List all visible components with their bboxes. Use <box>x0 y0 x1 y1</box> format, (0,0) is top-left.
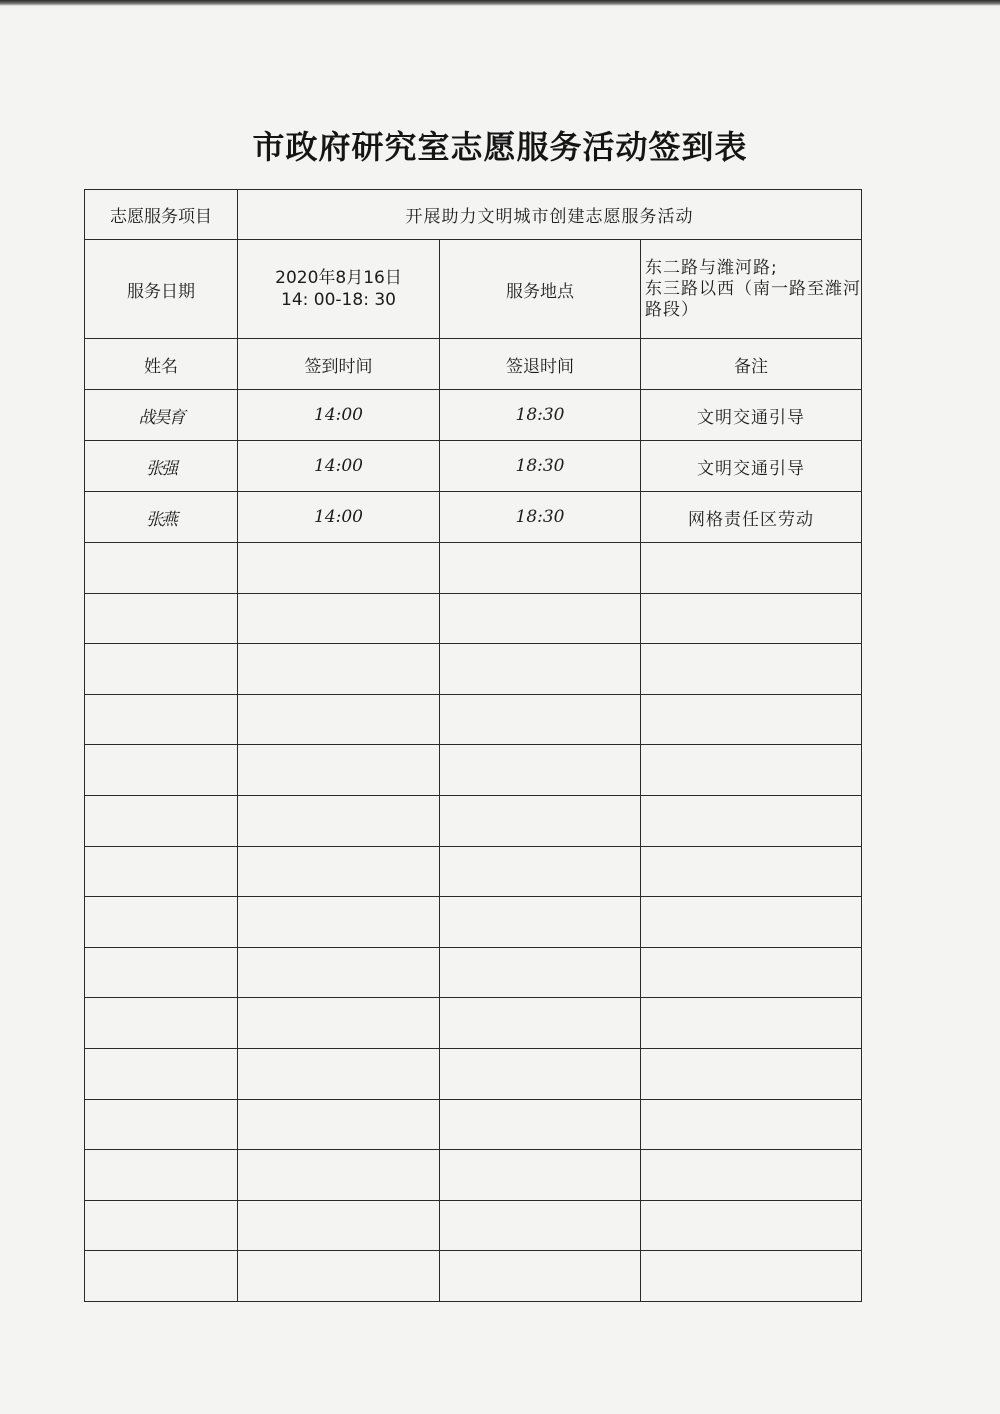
empty-checkin-cell <box>238 1200 440 1251</box>
signature-name: 张燕 <box>85 492 238 543</box>
project-value: 开展助力文明城市创建志愿服务活动 <box>238 190 862 240</box>
checkout-time: 18:30 <box>440 390 641 441</box>
signin-table <box>84 189 862 1302</box>
empty-checkout-cell <box>440 593 641 644</box>
service-date-value <box>238 240 440 339</box>
signature-name: 张强 <box>85 441 238 492</box>
checkout-time: 18:30 <box>440 492 641 543</box>
empty-note-cell <box>641 745 862 796</box>
empty-checkin-cell <box>238 998 440 1049</box>
location-line: 东三路以西（南一路至潍河 <box>645 278 861 299</box>
service-date-line: 2020年8月16日 <box>275 268 402 288</box>
empty-checkin-cell <box>238 593 440 644</box>
service-date-label: 服务日期 <box>85 240 238 339</box>
empty-row <box>85 1251 862 1302</box>
empty-name-cell <box>85 694 238 745</box>
empty-checkout-cell <box>440 998 641 1049</box>
empty-checkin-cell <box>238 1251 440 1302</box>
empty-checkout-cell <box>440 846 641 897</box>
page-title: 市政府研究室志愿服务活动签到表 <box>252 128 748 166</box>
signature-name: 战昊育 <box>85 390 238 441</box>
empty-note-cell <box>641 694 862 745</box>
empty-checkout-cell <box>440 644 641 695</box>
empty-row <box>85 745 862 796</box>
column-header-name: 姓名 <box>85 339 238 390</box>
empty-checkin-cell <box>238 694 440 745</box>
empty-row <box>85 795 862 846</box>
empty-row <box>85 644 862 695</box>
location-line: 路段） <box>645 299 699 320</box>
empty-name-cell <box>85 1150 238 1201</box>
empty-note-cell <box>641 1251 862 1302</box>
checkin-time: 14:00 <box>238 441 440 492</box>
empty-note-cell <box>641 1048 862 1099</box>
location-line: 东二路与潍河路; <box>645 257 778 278</box>
empty-name-cell <box>85 1200 238 1251</box>
empty-name-cell <box>85 1099 238 1150</box>
empty-row <box>85 694 862 745</box>
empty-row <box>85 998 862 1049</box>
empty-checkin-cell <box>238 745 440 796</box>
empty-name-cell <box>85 543 238 594</box>
empty-note-cell <box>641 644 862 695</box>
empty-checkout-cell <box>440 694 641 745</box>
empty-checkin-cell <box>238 795 440 846</box>
empty-row <box>85 593 862 644</box>
checkout-time: 18:30 <box>440 441 641 492</box>
empty-name-cell <box>85 947 238 998</box>
empty-checkout-cell <box>440 543 641 594</box>
empty-row <box>85 1150 862 1201</box>
empty-checkin-cell <box>238 1099 440 1150</box>
table-row <box>85 492 862 543</box>
empty-checkin-cell <box>238 543 440 594</box>
checkin-time: 14:00 <box>238 390 440 441</box>
empty-name-cell <box>85 1251 238 1302</box>
empty-checkin-cell <box>238 1150 440 1201</box>
empty-checkout-cell <box>440 1048 641 1099</box>
empty-checkout-cell <box>440 1251 641 1302</box>
empty-checkin-cell <box>238 1048 440 1099</box>
empty-row <box>85 1200 862 1251</box>
empty-note-cell <box>641 1099 862 1150</box>
empty-note-cell <box>641 593 862 644</box>
empty-note-cell <box>641 846 862 897</box>
empty-name-cell <box>85 1048 238 1099</box>
empty-checkin-cell <box>238 644 440 695</box>
project-label: 志愿服务项目 <box>85 190 238 240</box>
service-location-label: 服务地点 <box>440 240 641 339</box>
note-cell: 文明交通引导 <box>641 441 862 492</box>
empty-row <box>85 897 862 948</box>
service-location-value <box>641 240 862 339</box>
empty-checkout-cell <box>440 947 641 998</box>
empty-name-cell <box>85 897 238 948</box>
empty-checkin-cell <box>238 897 440 948</box>
empty-checkout-cell <box>440 1150 641 1201</box>
empty-note-cell <box>641 543 862 594</box>
column-header-row <box>85 339 862 390</box>
empty-note-cell <box>641 897 862 948</box>
checkin-time: 14:00 <box>238 492 440 543</box>
table-row <box>85 390 862 441</box>
empty-checkout-cell <box>440 795 641 846</box>
empty-checkout-cell <box>440 1200 641 1251</box>
empty-name-cell <box>85 998 238 1049</box>
table-row <box>85 441 862 492</box>
column-header-checkin: 签到时间 <box>238 339 440 390</box>
note-cell: 网格责任区劳动 <box>641 492 862 543</box>
empty-row <box>85 1099 862 1150</box>
empty-note-cell <box>641 795 862 846</box>
empty-note-cell <box>641 947 862 998</box>
empty-name-cell <box>85 593 238 644</box>
empty-note-cell <box>641 998 862 1049</box>
empty-row <box>85 947 862 998</box>
empty-checkout-cell <box>440 1099 641 1150</box>
column-header-note: 备注 <box>641 339 862 390</box>
project-row <box>85 190 862 240</box>
empty-note-cell <box>641 1150 862 1201</box>
empty-name-cell <box>85 846 238 897</box>
empty-name-cell <box>85 795 238 846</box>
note-cell: 文明交通引导 <box>641 390 862 441</box>
column-header-checkout: 签退时间 <box>440 339 641 390</box>
service-time-line: 14: 00-18: 30 <box>281 290 396 310</box>
service-row <box>85 240 862 339</box>
empty-checkin-cell <box>238 947 440 998</box>
empty-checkout-cell <box>440 745 641 796</box>
empty-row <box>85 846 862 897</box>
empty-name-cell <box>85 644 238 695</box>
empty-row <box>85 1048 862 1099</box>
empty-note-cell <box>641 1200 862 1251</box>
scan-edge <box>0 0 1000 6</box>
empty-checkin-cell <box>238 846 440 897</box>
empty-row <box>85 543 862 594</box>
empty-name-cell <box>85 745 238 796</box>
empty-checkout-cell <box>440 897 641 948</box>
